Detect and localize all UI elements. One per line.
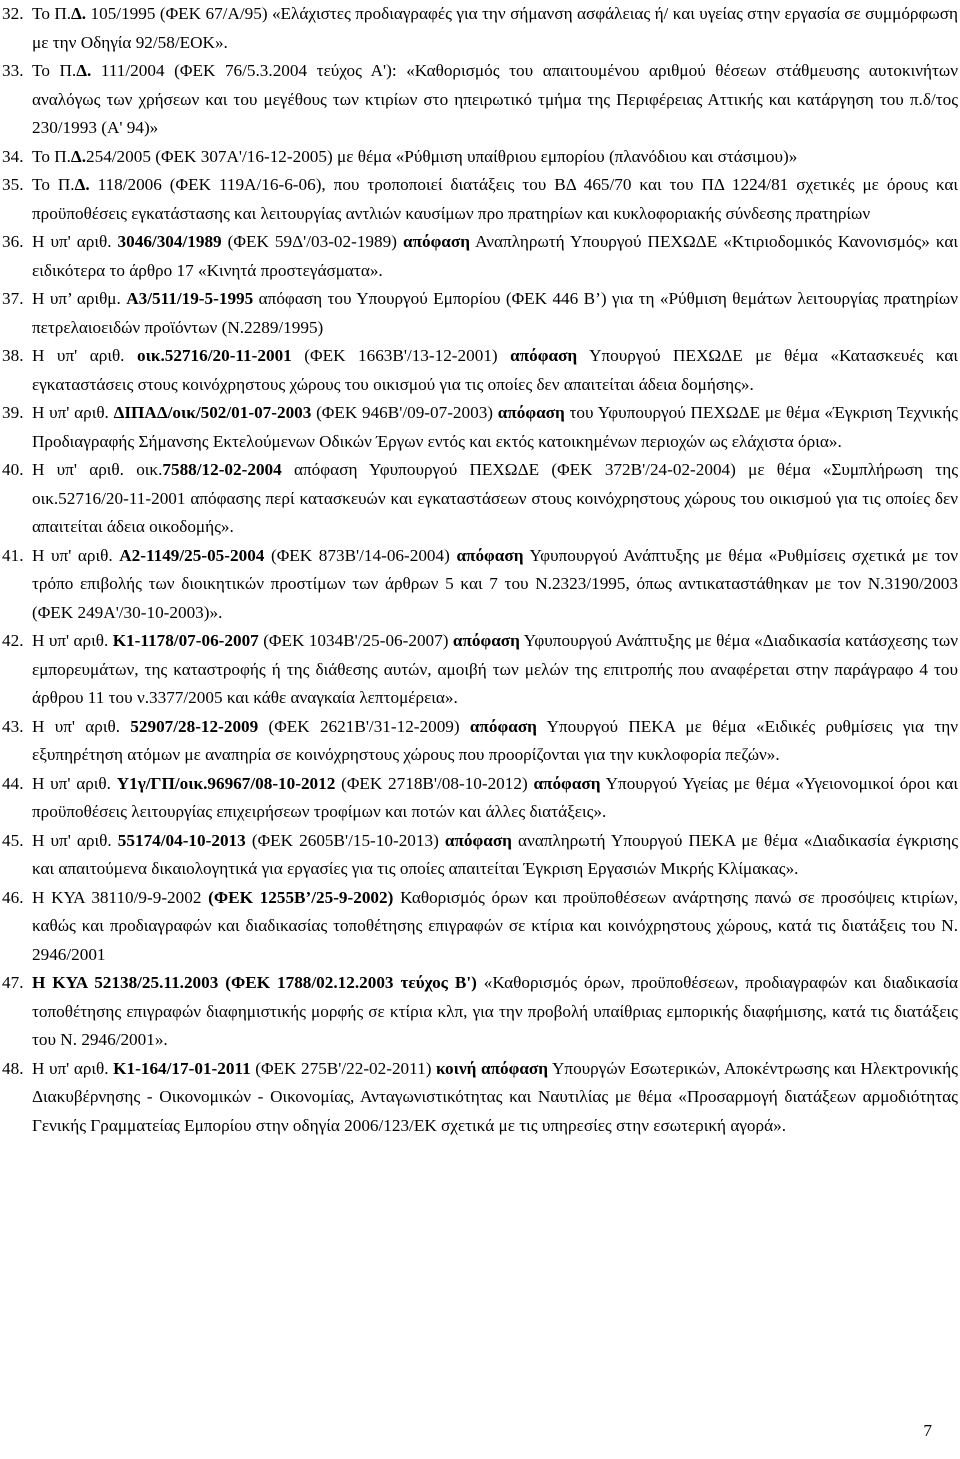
item-text bbox=[32, 969, 958, 1055]
item-number: 44. bbox=[2, 773, 24, 793]
bold-reference: κοινή απόφαση bbox=[436, 1058, 549, 1078]
text-run: απόφαση του Υπουργού Εμπορίου (ΦΕΚ 446 Β’) για τη «Ρύθμιση θεμάτων λειτουργίας πρατηρίων πετρελαιοειδών προϊόντων (Ν.2289/1995) bbox=[32, 289, 959, 337]
item-text bbox=[32, 143, 958, 172]
text-run: 105/1995 (ΦΕΚ 67/Α/95) «Ελάχιστες προδιαγραφές για την σήμανση ασφάλειας ή/ και υγείας στην εργασία σε συμμόρφωση με την Οδηγία 92/58/ΕΟΚ». bbox=[32, 4, 958, 52]
text-run: (ΦΕΚ 275Β'/22-02-2011) bbox=[250, 1058, 437, 1078]
bold-reference: απόφαση bbox=[444, 830, 512, 850]
list-item bbox=[2, 969, 958, 1055]
bold-reference: Κ1-1178/07-06-2007 bbox=[112, 631, 259, 650]
item-number: 42. bbox=[2, 631, 24, 650]
bold-reference: (ΦΕΚ 1255Β’/25-9-2002) bbox=[208, 887, 394, 907]
text-run: 111/2004 (ΦΕΚ 76/5.3.2004 τεύχος Α'): «Καθορισμός του απαιτουμένου αριθμού θέσεων στάθμευσης αυτοκινήτων αναλόγως των χρήσεων και του μεγέθους των κτιρίων στο ηπειρωτικό τμήμα της Περιφέρειας Αττικής και κατάργηση του π.δ/τος 230/1993 (Α' 94)» bbox=[32, 61, 958, 137]
text-run: Αναπληρωτή Υπουργού ΠΕΧΩΔΕ «Κτιριοδομικός Κανονισμός» και ειδικότερα το άρθρο 17 «Κινητά προστεγάσματα». bbox=[32, 232, 958, 280]
text-run: Το Π. bbox=[32, 61, 77, 80]
item-number: 37. bbox=[2, 289, 24, 308]
list-item bbox=[2, 143, 958, 172]
bold-reference: 7588/12-02-2004 bbox=[162, 460, 282, 479]
item-text bbox=[32, 0, 958, 57]
text-run: Η υπ' αριθ. bbox=[32, 232, 118, 251]
text-run: Η υπ' αριθ. bbox=[32, 403, 114, 422]
legislation-list bbox=[2, 0, 959, 1140]
item-text bbox=[32, 399, 958, 456]
bold-reference: Κ1-164/17-01-2011 bbox=[113, 1058, 251, 1078]
bold-reference: Α3/511/19-5-1995 bbox=[126, 289, 254, 308]
item-number: 39. bbox=[2, 403, 24, 422]
text-run: (ΦΕΚ 946Β'/09-07-2003) bbox=[311, 403, 498, 422]
item-number: 36. bbox=[2, 232, 24, 251]
list-item bbox=[2, 228, 958, 285]
bold-reference: Δ. bbox=[70, 146, 86, 166]
text-run: Καθορισμός όρων και προϋποθέσεων ανάρτησης πανώ σε προσόψεις κτιρίων, καθώς και προδιαγραφών και διαδικασίας τοποθέτησης επιγραφών σε κτίρια και κοινόχρηστους χώρους, κατά τις διατάξεις του Ν. 2946/2001 bbox=[32, 887, 958, 964]
bold-reference: Η ΚΥΑ 52138/25.11.2003 (ΦΕΚ 1788/02.12.2003 τεύχος Β') bbox=[32, 973, 477, 992]
item-number: 43. bbox=[2, 716, 24, 736]
bold-reference: απόφαση bbox=[402, 232, 471, 251]
bold-reference: Δ. bbox=[74, 175, 90, 194]
text-run: (ΦΕΚ 59Δ'/03-02-1989) bbox=[221, 232, 403, 251]
bold-reference: 52907/28-12-2009 bbox=[130, 716, 259, 736]
text-run: Η υπ' αριθ. bbox=[32, 773, 117, 793]
item-text bbox=[32, 1055, 958, 1141]
item-text bbox=[32, 770, 958, 827]
text-run: (ΦΕΚ 2621Β'/31-12-2009) bbox=[258, 716, 470, 736]
text-run: Η υπ' αριθ. οικ. bbox=[32, 460, 163, 479]
list-item bbox=[2, 827, 958, 884]
bold-reference: απόφαση bbox=[533, 773, 601, 793]
list-item bbox=[2, 770, 958, 827]
text-run: Το Π. bbox=[32, 175, 75, 194]
text-run: αναπληρωτή Υπουργού ΠΕΚΑ με θέμα «Διαδικασία έγκρισης και απαιτούμενα δικαιολογητικά για εργασίες για τις οποίες απαιτείται Έγκριση Εργασιών Μικρής Κλίμακας». bbox=[32, 830, 958, 878]
bold-reference: οικ.52716/20-11-2001 bbox=[137, 346, 292, 365]
text-run: Η υπ' αριθ. bbox=[32, 631, 113, 650]
list-item bbox=[2, 0, 958, 57]
text-run: Το Π. bbox=[32, 146, 71, 166]
item-text bbox=[32, 285, 958, 342]
item-text bbox=[32, 57, 958, 143]
text-run: «Καθορισμός όρων, προϋποθέσεων, προδιαγραφών και διαδικασία τοποθέτησης επιγραφών διαφημιστικής μορφής σε κτίρια κλπ, για την προβολή υπαίθριας εμπορικής διαφήμισης, κατά τις διατάξεις του Ν. 2946/2001». bbox=[32, 973, 958, 1049]
item-text bbox=[32, 456, 958, 542]
bold-reference: Υ1γ/ΓΠ/οικ.96967/08-10-2012 bbox=[116, 773, 336, 793]
list-item bbox=[2, 884, 958, 970]
text-run: Η υπ’ αριθμ. bbox=[32, 289, 127, 308]
item-number: 41. bbox=[2, 545, 24, 565]
list-item bbox=[2, 713, 958, 770]
page-number: 7 bbox=[923, 1421, 932, 1440]
text-run: Το Π. bbox=[32, 4, 72, 23]
item-text bbox=[32, 342, 958, 399]
bold-reference: απόφαση bbox=[456, 545, 524, 565]
bold-reference: απόφαση bbox=[452, 631, 520, 650]
text-run: Υφυπουργού Ανάπτυξης με θέμα «Ρυθμίσεις σχετικά με τον τρόπο επιβολής των διοικητικών προστίμων των άρθρων 5 και 7 του Ν.2323/1995, όπως αντικαταστάθηκαν με τον Ν.3190/2003 (ΦΕΚ 249Α'/30-10-2003)». bbox=[32, 545, 958, 622]
item-number: 32. bbox=[2, 4, 24, 23]
text-run: Η υπ' αριθ. bbox=[32, 1058, 114, 1078]
item-number: 46. bbox=[2, 887, 24, 907]
item-text bbox=[32, 627, 958, 713]
text-run: Η υπ' αριθ. bbox=[32, 346, 137, 365]
list-item bbox=[2, 171, 958, 228]
item-number: 47. bbox=[2, 973, 24, 992]
item-number: 33. bbox=[2, 61, 24, 80]
item-text bbox=[32, 884, 958, 970]
text-run: Υπουργών Εσωτερικών, Αποκέντρωσης και Ηλεκτρονικής Διακυβέρνησης - Οικονομικών - Οικονομίας, Ανταγωνιστικότητας και Ναυτιλίας με θέμα «Προσαρμογή διατάξεων αρμοδιότητας Γενικής Γραμματείας Εμπορίου στην οδηγία 2006/123/ΕΚ σχετικά με τις υπηρεσίες στην εσωτερική αγορά». bbox=[32, 1058, 958, 1135]
bold-reference: Δ. bbox=[71, 4, 87, 23]
bold-reference: απόφαση bbox=[497, 403, 565, 422]
text-run: (ΦΕΚ 2605Β'/15-10-2013) bbox=[245, 830, 445, 850]
list-item bbox=[2, 627, 958, 713]
list-item bbox=[2, 542, 958, 628]
list-item bbox=[2, 456, 959, 542]
text-run: απόφαση Υφυπουργού ΠΕΧΩΔΕ (ΦΕΚ 372Β'/24-02-2004) με θέμα «Συμπλήρωση της οικ.52716/20-11-2001 απόφασης περί κατασκευών και εγκαταστάσεων στους κοινόχρηστους χώρους του οικισμού για τις οποίες δεν απαιτείται άδεια οικοδομής». bbox=[32, 460, 959, 536]
text-run: Υφυπουργού Ανάπτυξης με θέμα «Διαδικασία κατάσχεσης των εμπορευμάτων, της καταστροφής ή της διάθεσης αυτών, αμοιβή των μελών της επιτροπής που αναφέρεται στην παράγραφο 4 του άρθρου 11 του ν.3377/2005 και κάθε αναγκαία λεπτομέρεια». bbox=[32, 631, 958, 707]
text-run: Η υπ' αριθ. bbox=[32, 716, 131, 736]
bold-reference: απόφαση bbox=[469, 716, 537, 736]
text-run: (ΦΕΚ 2718Β'/08-10-2012) bbox=[335, 773, 534, 793]
text-run: Υπουργού Υγείας με θέμα «Υγειονομικοί όροι και προϋποθέσεις λειτουργίας επιχειρήσεων τροφίμων και ποτών και άλλες διατάξεις». bbox=[32, 773, 958, 821]
item-number: 48. bbox=[2, 1058, 24, 1078]
item-number: 35. bbox=[2, 175, 24, 194]
item-text bbox=[32, 171, 958, 228]
text-run: Η υπ' αριθ. bbox=[32, 830, 118, 850]
item-number: 40. bbox=[2, 460, 24, 479]
bold-reference: 3046/304/1989 bbox=[117, 232, 222, 251]
text-run: (ΦΕΚ 1034Β'/25-06-2007) bbox=[258, 631, 453, 650]
text-run: (ΦΕΚ 1663Β'/13-12-2001) bbox=[291, 346, 511, 365]
text-run: του Υφυπουργού ΠΕΧΩΔΕ με θέμα «Έγκριση Τεχνικής Προδιαγραφής Σήμανσης Εκτελούμενων Οδικών Έργων εντός και εκτός κατοικημένων περιοχών ως ελάχιστα όρια». bbox=[32, 403, 958, 451]
list-item bbox=[2, 285, 959, 342]
text-run: 254/2005 (ΦΕΚ 307Α'/16-12-2005) με θέμα «Ρύθμιση υπαίθριου εμπορίου (πλανόδιου και στάσιμου)» bbox=[86, 146, 798, 166]
text-run: Η υπ' αριθ. bbox=[32, 545, 120, 565]
item-number: 45. bbox=[2, 830, 24, 850]
text-run: Υπουργού ΠΕΚΑ με θέμα «Ειδικές ρυθμίσεις για την εξυπηρέτηση ατόμων με αναπηρία σε κοινόχρηστους χώρους που προορίζονται για την κυκλοφορία πεζών». bbox=[32, 716, 958, 764]
item-number: 38. bbox=[2, 346, 24, 365]
bold-reference: Α2-1149/25-05-2004 bbox=[119, 545, 265, 565]
list-item bbox=[2, 1055, 958, 1141]
item-text bbox=[32, 713, 958, 770]
list-item bbox=[2, 57, 958, 143]
text-run: Υπουργού ΠΕΧΩΔΕ με θέμα «Κατασκευές και εγκαταστάσεις στους κοινόχρηστους χώρους του οικισμού για τις οποίες δεν απαιτείται άδεια δομήσης». bbox=[32, 346, 958, 394]
bold-reference: ΔΙΠΑΔ/οικ/502/01-07-2003 bbox=[113, 403, 312, 422]
list-item bbox=[2, 342, 958, 399]
bold-reference: 55174/04-10-2013 bbox=[117, 830, 246, 850]
text-run: Η ΚΥΑ 38110/9-9-2002 bbox=[32, 887, 209, 907]
bold-reference: απόφαση bbox=[510, 346, 578, 365]
item-number: 34. bbox=[2, 146, 24, 166]
list-item bbox=[2, 399, 958, 456]
bold-reference: Δ. bbox=[76, 61, 92, 80]
text-run: 118/2006 (ΦΕΚ 119Α/16-6-06), που τροποποιεί διατάξεις του ΒΔ 465/70 και του ΠΔ 1224/81 σχετικές με όρους και προϋποθέσεις εγκατάστασης και λειτουργίας αντλιών καυσίμων προ πρατηρίων και κυκλοφοριακής σύνδεσης πρατηρίων bbox=[32, 175, 958, 223]
item-text bbox=[32, 827, 958, 884]
item-text bbox=[32, 228, 958, 285]
text-run: (ΦΕΚ 873Β'/14-06-2004) bbox=[264, 545, 457, 565]
item-text bbox=[32, 542, 958, 628]
